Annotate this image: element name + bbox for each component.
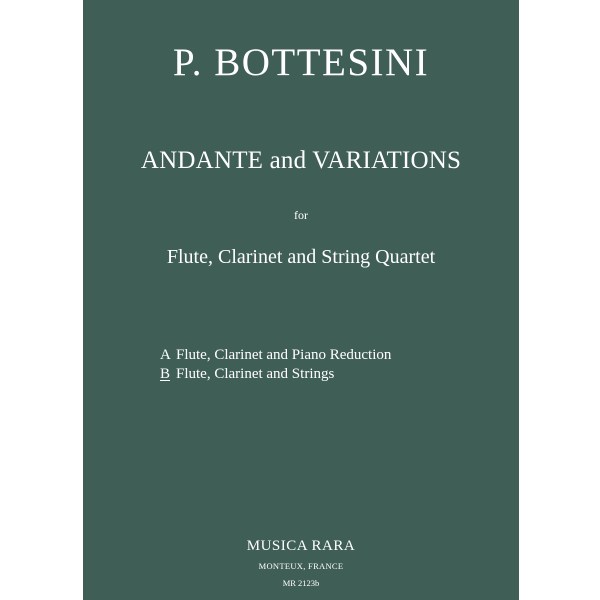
version-list bbox=[160, 346, 500, 384]
version-letter-selected: B bbox=[160, 366, 171, 382]
top-edge-text-fragment bbox=[353, 0, 503, 1]
publisher-location: MONTEUX, FRANCE bbox=[258, 561, 344, 571]
instrumentation: Flute, Clarinet and String Quartet bbox=[166, 246, 436, 268]
catalog-number: MR 2123b bbox=[282, 578, 320, 588]
version-item-a bbox=[160, 346, 500, 365]
composer-name: P. BOTTESINI bbox=[172, 41, 430, 84]
publisher-name: MUSICA RARA bbox=[246, 538, 356, 554]
work-title: ANDANTE and VARIATIONS bbox=[140, 147, 462, 174]
version-description: Flute, Clarinet and Strings bbox=[176, 366, 335, 382]
version-letter: A bbox=[160, 347, 171, 363]
version-item-b bbox=[160, 365, 500, 384]
version-description: Flute, Clarinet and Piano Reduction bbox=[176, 347, 392, 363]
for-label: for bbox=[294, 208, 308, 222]
score-cover bbox=[83, 0, 519, 600]
